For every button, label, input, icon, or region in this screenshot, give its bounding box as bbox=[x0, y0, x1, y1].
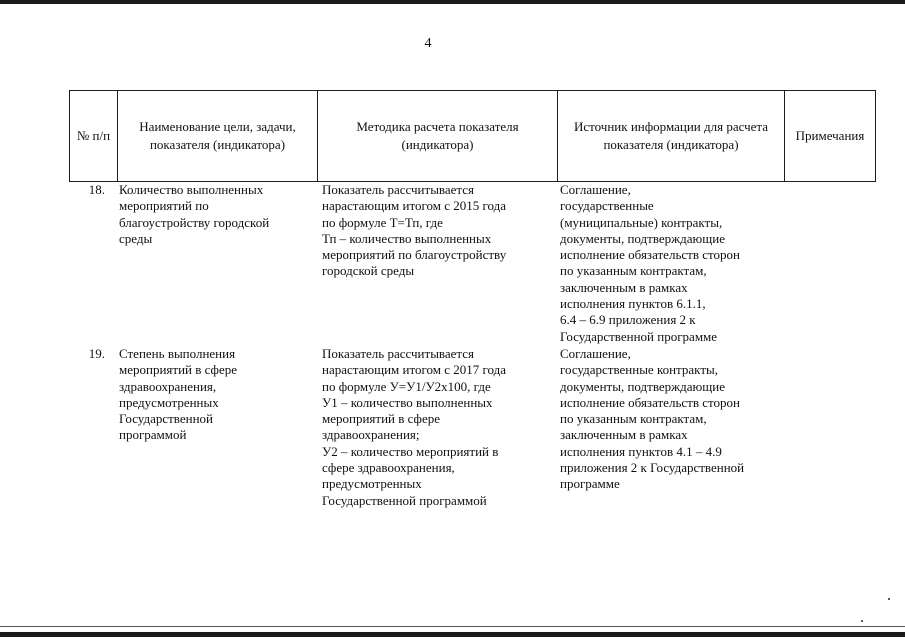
row-method: Показатель рассчитывается нарастающим итогом с 2017 года по формуле У=У1/У2х100, где У1 – количество выполненных мероприятий в сфере здравоохранения; У2 – количество мероприятий в сфере здравоохранения, предусмотренных Государственной программой bbox=[322, 346, 507, 508]
table-row bbox=[69, 346, 876, 516]
table-header bbox=[69, 90, 876, 182]
row-method: Показатель рассчитывается нарастающим итогом с 2015 года по формуле Т=Тп, где Тп – количество выполненных мероприятий по благоустройству городской среды bbox=[322, 182, 507, 279]
header-source: Источник информации для расчета показателя (индикатора) bbox=[557, 91, 784, 181]
table-row bbox=[69, 182, 876, 348]
row-source: Соглашение, государственные контракты, документы, подтверждающие исполнение обязательств сторон по указанным контрактам, заключенным в рамках исполнения пунктов 4.1 – 4.9 приложения 2 к Государственной программе bbox=[560, 346, 745, 492]
header-name: Наименование цели, задачи, показателя (индикатора) bbox=[117, 91, 317, 181]
scan-speck bbox=[888, 598, 890, 600]
row-source: Соглашение, государственные (муниципальные) контракты, документы, подтверждающие исполнение обязательств сторон по указанным контрактам, заключенным в рамках исполнения пунктов 6.1.1, 6.4 – 6.9 приложения 2 к Государственной программе bbox=[560, 182, 740, 344]
scan-bottom-line bbox=[0, 626, 905, 627]
row-name: Количество выполненных мероприятий по благоустройству городской среды bbox=[119, 182, 270, 246]
scan-bottom-edge bbox=[0, 632, 905, 637]
row-number: 19. bbox=[88, 346, 105, 361]
row-number: 18. bbox=[88, 182, 105, 197]
scan-top-edge bbox=[0, 0, 905, 4]
scan-speck bbox=[861, 620, 863, 622]
row-name: Степень выполнения мероприятий в сфере здравоохранения, предусмотренных Государственной программой bbox=[119, 346, 238, 443]
header-number: № п/п bbox=[76, 128, 111, 143]
header-notes: Примечания bbox=[784, 91, 875, 181]
page-number: 4 bbox=[424, 36, 432, 51]
header-method: Методика расчета показателя (индикатора) bbox=[317, 91, 557, 181]
